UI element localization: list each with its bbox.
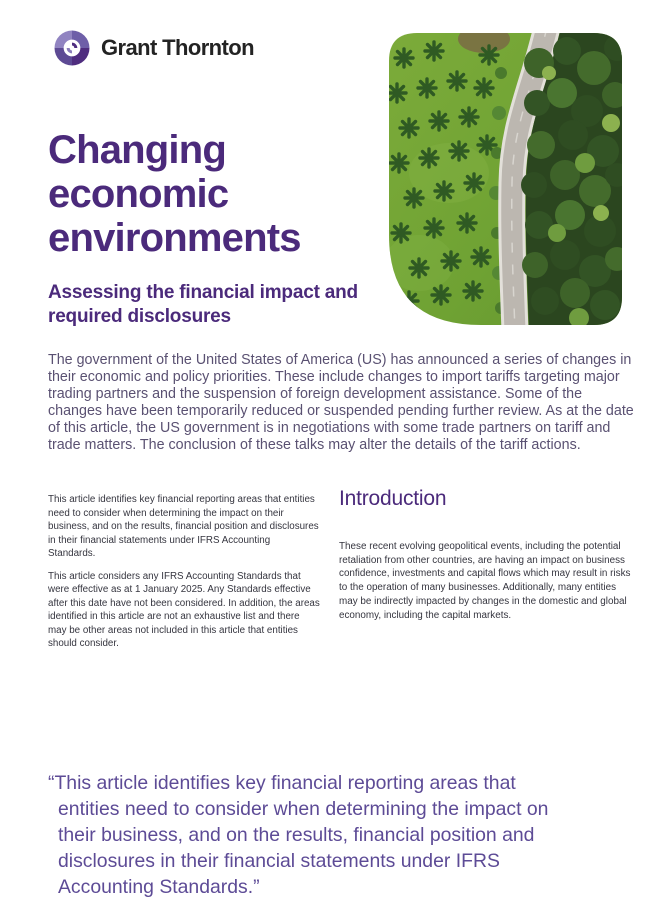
pull-quote: “This article identifies key financial reporting areas that entities need to consider when determining the impact on their business, and on the results, financial position and disclosures in their financial statements under IFRS Accounting Standards.” (48, 772, 549, 898)
page-title-line-3: environments (48, 216, 301, 260)
left-column-paragraph-1: This article identifies key financial reporting areas that entities need to consider when determining the impact on their business, and on the results, financial position and disclosures in their financial statements under IFRS Accounting Standards. (48, 494, 319, 559)
page-title-line-2: economic (48, 172, 229, 216)
brand-wordmark: Grant Thornton (101, 35, 254, 60)
hero-photo-aerial-road (389, 33, 622, 325)
page-title-line-1: Changing (48, 128, 227, 172)
left-column (48, 493, 320, 660)
page-subtitle: Assessing the financial impact and required disclosures (48, 282, 358, 327)
grant-thornton-logo (53, 29, 254, 67)
page-title (48, 128, 388, 260)
left-column-paragraph-2: This article considers any IFRS Accounting Standards that were effective as at 1 January 2025. Any Standards effective after this date have not been considered. In addition, the areas identified in this article are not an exhaustive list and there may be other areas not included in this article that entities should consider. (48, 570, 320, 649)
gobo-swirl-icon (53, 29, 91, 67)
introduction-paragraph: These recent evolving geopolitical events, including the potential retaliation from other countries, are having an impact on business confidence, investments and capital flows which may result in risks to the operation of many businesses. Additionally, many entities may be indirectly impacted by changes in the domestic and global economy, including the capital markets. (339, 541, 631, 621)
lead-paragraph: The government of the United States of America (US) has announced a series of changes in their economic and policy priorities. These include changes to import tariffs targeting major trading partners and the suspension of foreign development assistance. Some of the changes have been temporarily reduced or suspended pending further review. As at the date of this article, the US government is in negotiations with some trade partners on tariff and trade matters. The conclusion of these talks may alter the details of the tariff actions. (48, 352, 634, 453)
introduction-heading: Introduction (339, 487, 447, 510)
